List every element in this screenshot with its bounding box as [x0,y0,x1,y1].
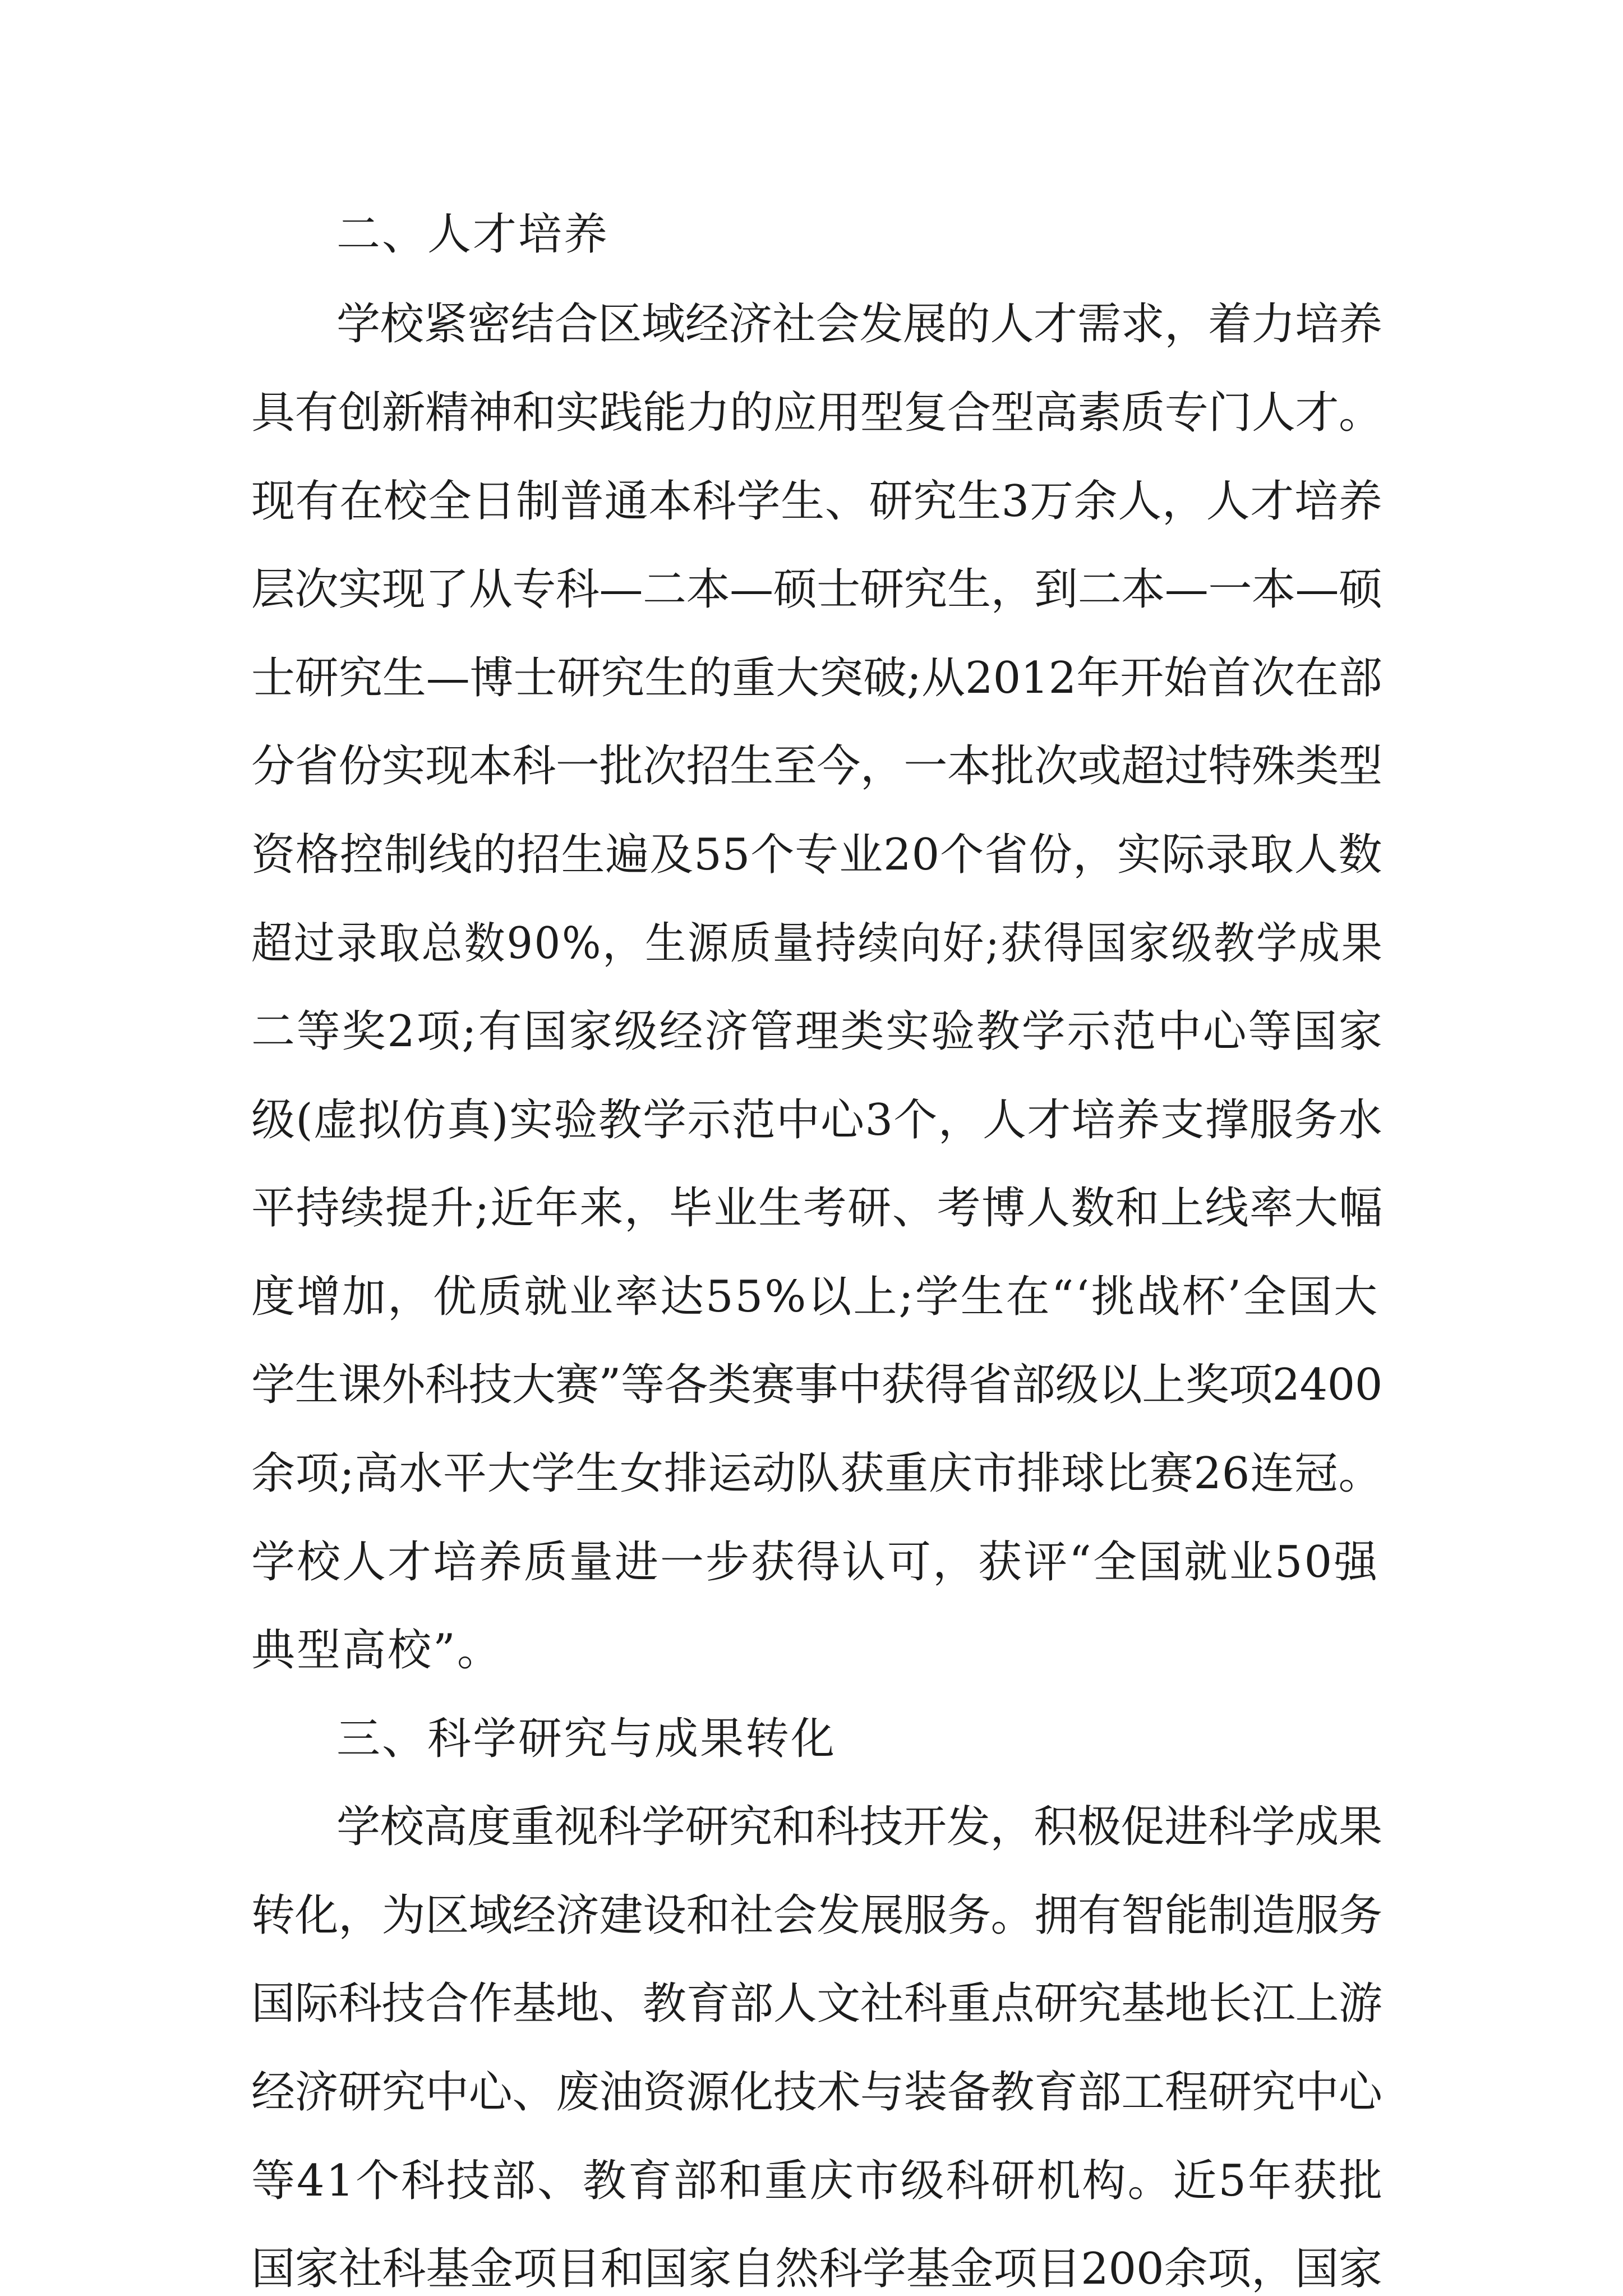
paragraph-line: 典型高校”。 [251,1625,502,1676]
paragraph-line: 度增加，优质就业率达55%以上;学生在“‘挑战杯’全国大 [251,1272,1380,1322]
paragraph-line: 具有创新精神和实践能力的应用型复合型高素质专门人才。 [251,388,1382,438]
paragraph-line: 学校高度重视科学研究和科技开发，积极促进科学成果 [336,1802,1382,1852]
paragraph-line: 级(虚拟仿真)实验教学示范中心3个，人才培养支撑服务水 [251,1095,1383,1145]
paragraph-line: 超过录取总数90%，生源质量持续向好;获得国家级教学成果 [251,918,1384,969]
paragraph-line: 士研究生—博士研究生的重大突破;从2012年开始首次在部 [251,653,1382,703]
paragraph-line: 学生课外科技大赛”等各类赛事中获得省部级以上奖项2400 [251,1360,1382,1410]
paragraph-line: 国家社科基金项目和国家自然科学基金项目200余项，国家 [251,2244,1382,2294]
paragraph-line: 等41个科技部、教育部和重庆市级科研机构。近5年获批 [251,2156,1384,2206]
paragraph-line: 学校人才培养质量进一步获得认可，获评“全国就业50强 [251,1537,1380,1588]
paragraph-line: 平持续提升;近年来，毕业生考研、考博人数和上线率大幅 [251,1183,1384,1234]
paragraph-line: 现有在校全日制普通本科学生、研究生3万余人，人才培养 [251,476,1383,527]
paragraph-line: 余项;高水平大学生女排运动队获重庆市排球比赛26连冠。 [251,1448,1383,1499]
paragraph-line: 转化，为区域经济建设和社会发展服务。拥有智能制造服务 [251,1890,1382,1941]
paragraph-line: 分省份实现本科一批次招生至今，一本批次或超过特殊类型 [251,741,1382,792]
section-heading-talent-cultivation: 二、人才培养 [336,209,610,260]
paragraph-line: 国际科技合作基地、教育部人文社科重点研究基地长江上游 [251,1978,1382,2029]
section-heading-research-and-transfer: 三、科学研究与成果转化 [336,1714,837,1764]
paragraph-line: 经济研究中心、废油资源化技术与装备教育部工程研究中心 [251,2067,1382,2118]
paragraph-line: 资格控制线的招生遍及55个专业20个省份，实际录取人数 [251,830,1383,880]
paragraph-line: 二等奖2项;有国家级经济管理类实验教学示范中心等国家 [251,1006,1384,1057]
paragraph-line: 层次实现了从专科—二本—硕士研究生，到二本—一本—硕 [251,564,1382,615]
paragraph-line: 学校紧密结合区域经济社会发展的人才需求，着力培养 [336,299,1382,349]
